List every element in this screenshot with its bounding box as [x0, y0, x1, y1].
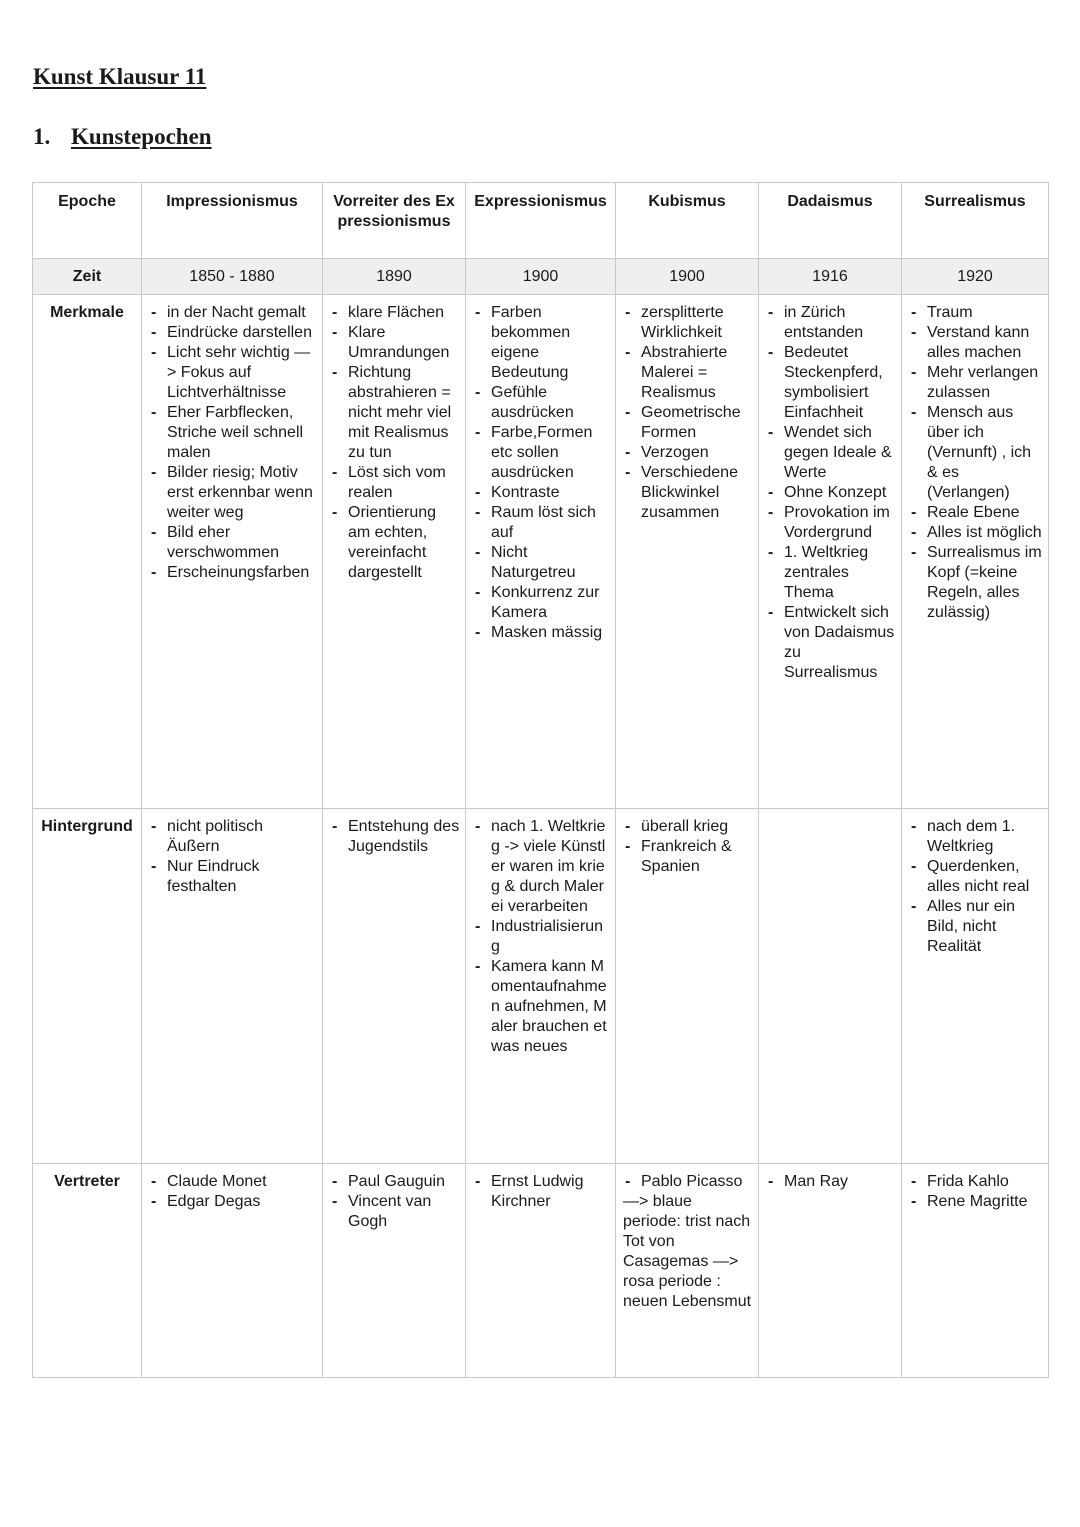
list-item: - Bilder riesig; Motiv erst erkennbar wenn weiter weg: [167, 463, 318, 523]
list-item: - Raum löst sich auf: [491, 503, 611, 543]
list-item: - klare Flächen: [348, 303, 461, 323]
list-item: - Kontraste: [491, 483, 611, 503]
list-item: - Geometrische Formen: [641, 403, 754, 443]
list-item: - Richtung abstrahieren = nicht mehr viel mit Realismus zu tun: [348, 363, 461, 463]
list-item: - Nicht Naturgetreu: [491, 543, 611, 583]
merkmale-cell: [616, 295, 759, 809]
list-item: - überall krieg: [641, 817, 754, 837]
list-item: - Alles ist möglich: [927, 523, 1044, 543]
merkmale-list: [323, 303, 465, 583]
list-item: - Mensch aus über ich (Vernunft) , ich & es (Verlangen): [927, 403, 1044, 503]
vertreter-list: [323, 1172, 465, 1232]
zeit-cell: 1920: [902, 259, 1049, 295]
merkmale-list: [902, 303, 1048, 623]
list-item: - Entstehung des Jugendstils: [348, 817, 461, 857]
list-item: - Löst sich vom realen: [348, 463, 461, 503]
list-item: - Abstrahierte Malerei = Realismus: [641, 343, 754, 403]
list-item: - Wendet sich gegen Ideale & Werte: [784, 423, 897, 483]
merkmale-list: [466, 303, 615, 643]
hintergrund-cell: [466, 809, 616, 1164]
vertreter-cell: [902, 1164, 1049, 1378]
list-item: - Orientierung am echten, vereinfacht dargestellt: [348, 503, 461, 583]
hintergrund-cell: [323, 809, 466, 1164]
list-item: - Querdenken, alles nicht real: [927, 857, 1044, 897]
list-item: - in Zürich entstanden: [784, 303, 897, 343]
list-item: - Traum: [927, 303, 1044, 323]
list-item: - Edgar Degas: [167, 1192, 318, 1212]
zeit-row: [33, 259, 1049, 295]
vertreter-item: - Pablo Picasso: [623, 1172, 754, 1192]
hintergrund-row: [33, 809, 1049, 1164]
list-item: - Klare Umrandungen: [348, 323, 461, 363]
header-impressionismus: Impressionismus: [142, 183, 323, 259]
section-heading: [33, 124, 212, 150]
zeit-label: Zeit: [33, 259, 142, 295]
list-item: - Claude Monet: [167, 1172, 318, 1192]
hintergrund-label: Hintergrund: [33, 809, 142, 1164]
list-item: - Verstand kann alles machen: [927, 323, 1044, 363]
section-number: 1.: [33, 124, 51, 149]
merkmale-list: [142, 303, 322, 583]
zeit-cell: 1916: [759, 259, 902, 295]
zeit-cell: 1900: [466, 259, 616, 295]
merkmale-list: [759, 303, 901, 683]
epochs-table: [32, 182, 1049, 1378]
merkmale-label: Merkmale: [33, 295, 142, 809]
list-item: - Vincent van Gogh: [348, 1192, 461, 1232]
list-item: - Verzogen: [641, 443, 754, 463]
vertreter-cell: [616, 1164, 759, 1378]
header-row: [33, 183, 1049, 259]
list-item: - Ohne Konzept: [784, 483, 897, 503]
merkmale-cell: [902, 295, 1049, 809]
vertreter-label: Vertreter: [33, 1164, 142, 1378]
list-item: - Nur Eindruck festhalten: [167, 857, 318, 897]
list-item: - nach 1. Weltkrieg -> viele Künstler waren im krieg & durch Malerei verarbeiten: [491, 817, 611, 917]
zeit-cell: 1890: [323, 259, 466, 295]
hintergrund-list: [902, 817, 1048, 957]
merkmale-row: [33, 295, 1049, 809]
list-item: - Surrealismus im Kopf (=keine Regeln, alles zulässig): [927, 543, 1044, 623]
header-expressionismus: Expressionismus: [466, 183, 616, 259]
list-item: - Konkurrenz zur Kamera: [491, 583, 611, 623]
list-item: - Kamera kann Momentaufnahmen aufnehmen, Maler brauchen etwas neues: [491, 957, 611, 1057]
list-item: - Farben bekommen eigene Bedeutung: [491, 303, 611, 383]
list-item: - Rene Magritte: [927, 1192, 1044, 1212]
hintergrund-cell: [759, 809, 902, 1164]
header-kubismus: Kubismus: [616, 183, 759, 259]
hintergrund-list: [142, 817, 322, 897]
zeit-cell: 1850 - 1880: [142, 259, 323, 295]
list-item: - Industrialisierung: [491, 917, 611, 957]
list-item: - Masken mässig: [491, 623, 611, 643]
header-dadaismus: Dadaismus: [759, 183, 902, 259]
header-vorreiter: Vorreiter des Expressionismus: [323, 183, 466, 259]
list-item: - zersplitterte Wirklichkeit: [641, 303, 754, 343]
list-item: - Frida Kahlo: [927, 1172, 1044, 1192]
merkmale-cell: [142, 295, 323, 809]
merkmale-cell: [759, 295, 902, 809]
list-item: - Eindrücke darstellen: [167, 323, 318, 343]
list-item: - Bedeutet Steckenpferd, symbolisiert Einfachheit: [784, 343, 897, 423]
list-item: - Farbe,Formen etc sollen ausdrücken: [491, 423, 611, 483]
vertreter-cell: [759, 1164, 902, 1378]
header-epoche: Epoche: [33, 183, 142, 259]
list-item: - Paul Gauguin: [348, 1172, 461, 1192]
vertreter-row: [33, 1164, 1049, 1378]
vertreter-list: [142, 1172, 322, 1212]
list-item: - Alles nur ein Bild, nicht Realität: [927, 897, 1044, 957]
hintergrund-cell: [616, 809, 759, 1164]
picasso-note: [616, 1172, 758, 1312]
list-item: - Mehr verlangen zulassen: [927, 363, 1044, 403]
merkmale-cell: [466, 295, 616, 809]
hintergrund-list: [466, 817, 615, 1057]
hintergrund-cell: [902, 809, 1049, 1164]
list-item: - 1. Weltkrieg zentrales Thema: [784, 543, 897, 603]
vertreter-cell: [142, 1164, 323, 1378]
list-item: - Frankreich & Spanien: [641, 837, 754, 877]
vertreter-cell: [466, 1164, 616, 1378]
list-item: - in der Nacht gemalt: [167, 303, 318, 323]
vertreter-note: —> blaue periode: trist nach Tot von Casagemas —> rosa periode : neuen Lebensmut: [623, 1193, 752, 1310]
merkmale-list: [616, 303, 758, 523]
merkmale-cell: [323, 295, 466, 809]
list-item: - Provokation im Vordergrund: [784, 503, 897, 543]
hintergrund-list: [323, 817, 465, 857]
list-item: - Ernst Ludwig Kirchner: [491, 1172, 611, 1212]
list-item: - Eher Farbflecken, Striche weil schnell malen: [167, 403, 318, 463]
section-title: Kunstepochen: [71, 124, 212, 149]
hintergrund-cell: [142, 809, 323, 1164]
vertreter-list: [466, 1172, 615, 1212]
list-item: - Reale Ebene: [927, 503, 1044, 523]
list-item: - nicht politisch Äußern: [167, 817, 318, 857]
zeit-cell: 1900: [616, 259, 759, 295]
header-surrealismus: Surrealismus: [902, 183, 1049, 259]
vertreter-cell: [323, 1164, 466, 1378]
list-item: - Gefühle ausdrücken: [491, 383, 611, 423]
list-item: - Man Ray: [784, 1172, 897, 1192]
hintergrund-list: [616, 817, 758, 877]
vertreter-list: [759, 1172, 901, 1192]
document-title: Kunst Klausur 11: [33, 64, 207, 89]
list-item: - Entwickelt sich von Dadaismus zu Surrealismus: [784, 603, 897, 683]
list-item: - Verschiedene Blickwinkel zusammen: [641, 463, 754, 523]
list-item: - nach dem 1. Weltkrieg: [927, 817, 1044, 857]
list-item: - Erscheinungsfarben: [167, 563, 318, 583]
list-item: - Licht sehr wichtig —> Fokus auf Lichtverhältnisse: [167, 343, 318, 403]
vertreter-list: [902, 1172, 1048, 1212]
list-item: - Bild eher verschwommen: [167, 523, 318, 563]
